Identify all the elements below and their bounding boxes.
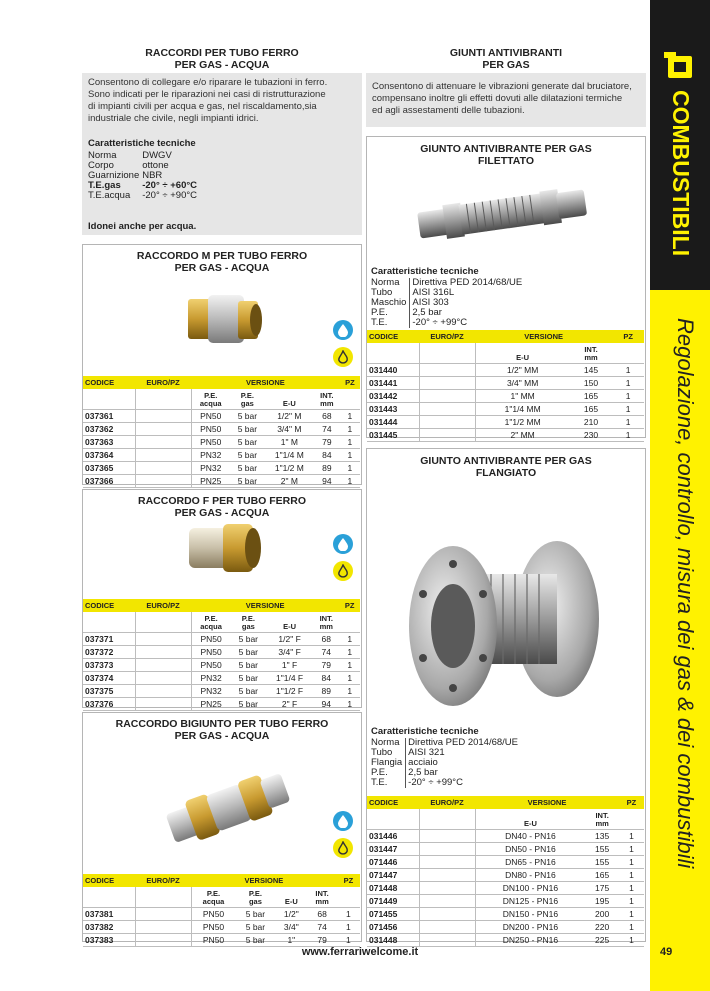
- page-number: 49: [660, 946, 673, 958]
- raccordo-f-image: [183, 518, 267, 578]
- footer-website[interactable]: www.ferrariwelcome.it: [301, 946, 419, 958]
- giunto-flangiato-title: GIUNTO ANTIVIBRANTE PER GAS FLANGIATO: [420, 455, 592, 479]
- gas-flame-icon: [333, 561, 353, 581]
- table-row: 071446 DN65 - PN16 155 1: [367, 855, 644, 868]
- right-intro-box: Consentono di attenuare le vibrazioni generate dal bruciatore, compensano inoltre gli effetti dovuti alle dilatazioni termiche ed agli assestamenti delle tubazioni.: [366, 73, 646, 127]
- table-row: 031442 1" MM 165 1: [367, 389, 644, 402]
- filettato-specs: Caratteristiche tecniche Norma Direttiva PED 2014/68/UE Tubo AISI 316L Maschio AISI 303 P.E. 2,5 bar T.E. -20° ÷ +99°C: [371, 267, 525, 328]
- raccordo-m-image: [183, 285, 265, 367]
- sidebar: [650, 0, 710, 991]
- water-icon: [333, 811, 353, 831]
- table-row: 037362 PN50 5 bar 3/4" M 74 1: [83, 422, 360, 435]
- giunto-filettato-table: CODICE EURO/PZ VERSIONE PZ E-U INT. mm 031440 1/2" MM 145 1 031441 3/4" MM 150 1 031442 1" MM 165 1 031443 1"1/4 MM 165 1 031444 1"1/2 MM 210 1 031445 2" MM 230 1: [367, 330, 644, 442]
- giunto-flangiato-table: CODICE EURO/PZ VERSIONE PZ E-U INT. mm 031446 DN40 - PN16 135 1 031447 DN50 - PN16 155 1 071446 DN65 - PN16 155 1 071447 DN80 - PN16 165 1 071448 DN100 - PN16 175 1 071449 DN125 - PN16 195 1 071455 DN150 - PN16 200 1 071456 DN200 - PN16 220 1 031448 DN250 - PN16 225 1: [367, 796, 644, 947]
- gas-flame-icon: [333, 347, 353, 367]
- giunto-flangiato-box: [366, 448, 646, 945]
- table-row: 071448 DN100 - PN16 175 1: [367, 881, 644, 894]
- table-row: 037373 PN50 5 bar 1" F 79 1: [83, 658, 360, 671]
- table-row: 037363 PN50 5 bar 1" M 79 1: [83, 435, 360, 448]
- right-section-title: GIUNTI ANTIVIBRANTI PER GAS: [449, 47, 563, 71]
- giunto-flangiato-image: [407, 534, 607, 714]
- table-row: 031440 1/2" MM 145 1: [367, 363, 644, 376]
- table-row: 071449 DN125 - PN16 195 1: [367, 894, 644, 907]
- sidebar-top-block: [650, 0, 710, 290]
- flangiato-specs: Caratteristiche tecniche Norma Direttiva PED 2014/68/UE Tubo AISI 321 Flangia acciaio P.E. 2,5 bar T.E. -20° ÷ +99°C: [371, 727, 521, 788]
- table-row: 037382 PN50 5 bar 3/4" 74 1: [83, 920, 360, 933]
- left-specs: Caratteristiche tecniche Norma DWGV Corpo ottone Guarnizione NBR T.E.gas -20° ÷ +60°C T.E.acqua -20° ÷ +90°C: [88, 138, 198, 201]
- gas-flame-icon: [333, 838, 353, 858]
- giunto-filettato-box: [366, 136, 646, 438]
- table-row: 037372 PN50 5 bar 3/4" F 74 1: [83, 645, 360, 658]
- table-row: 037371 PN50 5 bar 1/2" F 68 1: [83, 632, 360, 645]
- raccordo-m-title: RACCORDO M PER TUBO FERRO PER GAS - ACQUA: [136, 250, 308, 274]
- table-row: 031446 DN40 - PN16 135 1: [367, 829, 644, 842]
- table-row: 037381 PN50 5 bar 1/2" 68 1: [83, 907, 360, 920]
- table-row: 071455 DN150 - PN16 200 1: [367, 907, 644, 920]
- giunto-filettato-title: GIUNTO ANTIVIBRANTE PER GAS FILETTATO: [420, 143, 592, 167]
- raccordo-bigiunto-title: RACCORDO BIGIUNTO PER TUBO FERRO PER GAS - ACQUA: [115, 718, 329, 742]
- table-row: 037364 PN32 5 bar 1"1/4 M 84 1: [83, 448, 360, 461]
- table-row: 031445 2" MM 230 1: [367, 428, 644, 441]
- table-row: 071456 DN200 - PN16 220 1: [367, 920, 644, 933]
- left-intro-box: Consentono di collegare e/o riparare le tubazioni in ferro. Sono indicati per le riparazioni nei casi di ristrutturazione di impianti civili per acqua e gas, nel riscaldamento,sia industriale che civile, negli impianti idrici. Caratteristiche tecniche Norma DWGV Corpo ottone Guarnizione NBR T.E.gas -20° ÷ +60°C T.E.acqua -20° ÷ +90°C Idonei anche per acqua.: [82, 73, 362, 235]
- table-row: 031447 DN50 - PN16 155 1: [367, 842, 644, 855]
- raccordo-m-table: CODICE EURO/PZ VERSIONE PZ P.E. acqua P.E. gas E-U INT. mm 037361 PN50 5 bar 1/2" M 68 1 037362 PN50 5 bar 3/4" M 74 1 037363 PN50 5 bar 1" M 79 1 037364 PN32 5 bar 1"1/4 M 84 1 037365 PN32 5 bar 1"1/2 M 89 1 037366 PN25 5 bar 2" M 94 1: [83, 376, 360, 488]
- raccordo-bigiunto-table: CODICE EURO/PZ VERSIONE PZ P.E. acqua P.E. gas E-U INT. mm 037381 PN50 5 bar 1/2" 68 1 037382 PN50 5 bar 3/4" 74 1 037383 PN50 5 bar 1" 79 1: [83, 874, 360, 947]
- sidebar-subtitle: Regolazione, controllo, misura dei gas & dei combustibili: [673, 318, 698, 869]
- raccordo-f-box: [82, 489, 362, 708]
- fuel-can-icon: [660, 50, 700, 82]
- left-note: Idonei anche per acqua.: [88, 221, 197, 232]
- raccordo-f-title: RACCORDO F PER TUBO FERRO PER GAS - ACQUA: [138, 495, 306, 519]
- table-row: 031444 1"1/2 MM 210 1: [367, 415, 644, 428]
- table-row: 037375 PN32 5 bar 1"1/2 F 89 1: [83, 684, 360, 697]
- table-row: 031441 3/4" MM 150 1: [367, 376, 644, 389]
- sidebar-category: COMBUSTIBILI: [668, 90, 694, 257]
- table-row: 031448 DN250 - PN16 225 1: [367, 933, 644, 946]
- raccordo-bigiunto-image: [163, 763, 293, 853]
- raccordo-bigiunto-box: [82, 712, 362, 945]
- table-row: 031443 1"1/4 MM 165 1: [367, 402, 644, 415]
- left-section-title: RACCORDI PER TUBO FERRO PER GAS - ACQUA: [145, 47, 299, 71]
- table-row: 071447 DN80 - PN16 165 1: [367, 868, 644, 881]
- water-icon: [333, 534, 353, 554]
- table-row: 037365 PN32 5 bar 1"1/2 M 89 1: [83, 461, 360, 474]
- table-row: 037376 PN25 5 bar 2" F 94 1: [83, 697, 360, 710]
- giunto-filettato-image: [412, 173, 592, 253]
- raccordo-m-box: [82, 244, 362, 485]
- table-row: 037374 PN32 5 bar 1"1/4 F 84 1: [83, 671, 360, 684]
- table-row: 037383 PN50 5 bar 1" 79 1: [83, 933, 360, 946]
- water-icon: [333, 320, 353, 340]
- table-row: 037366 PN25 5 bar 2" M 94 1: [83, 474, 360, 487]
- raccordo-f-table: CODICE EURO/PZ VERSIONE PZ P.E. acqua P.E. gas E-U INT. mm 037371 PN50 5 bar 1/2" F 68 1 037372 PN50 5 bar 3/4" F 74 1 037373 PN50 5 bar 1" F 79 1 037374 PN32 5 bar 1"1/4 F 84 1 037375 PN32 5 bar 1"1/2 F 89 1 037376 PN25 5 bar 2" F 94 1: [83, 599, 360, 711]
- table-row: 037361 PN50 5 bar 1/2" M 68 1: [83, 409, 360, 422]
